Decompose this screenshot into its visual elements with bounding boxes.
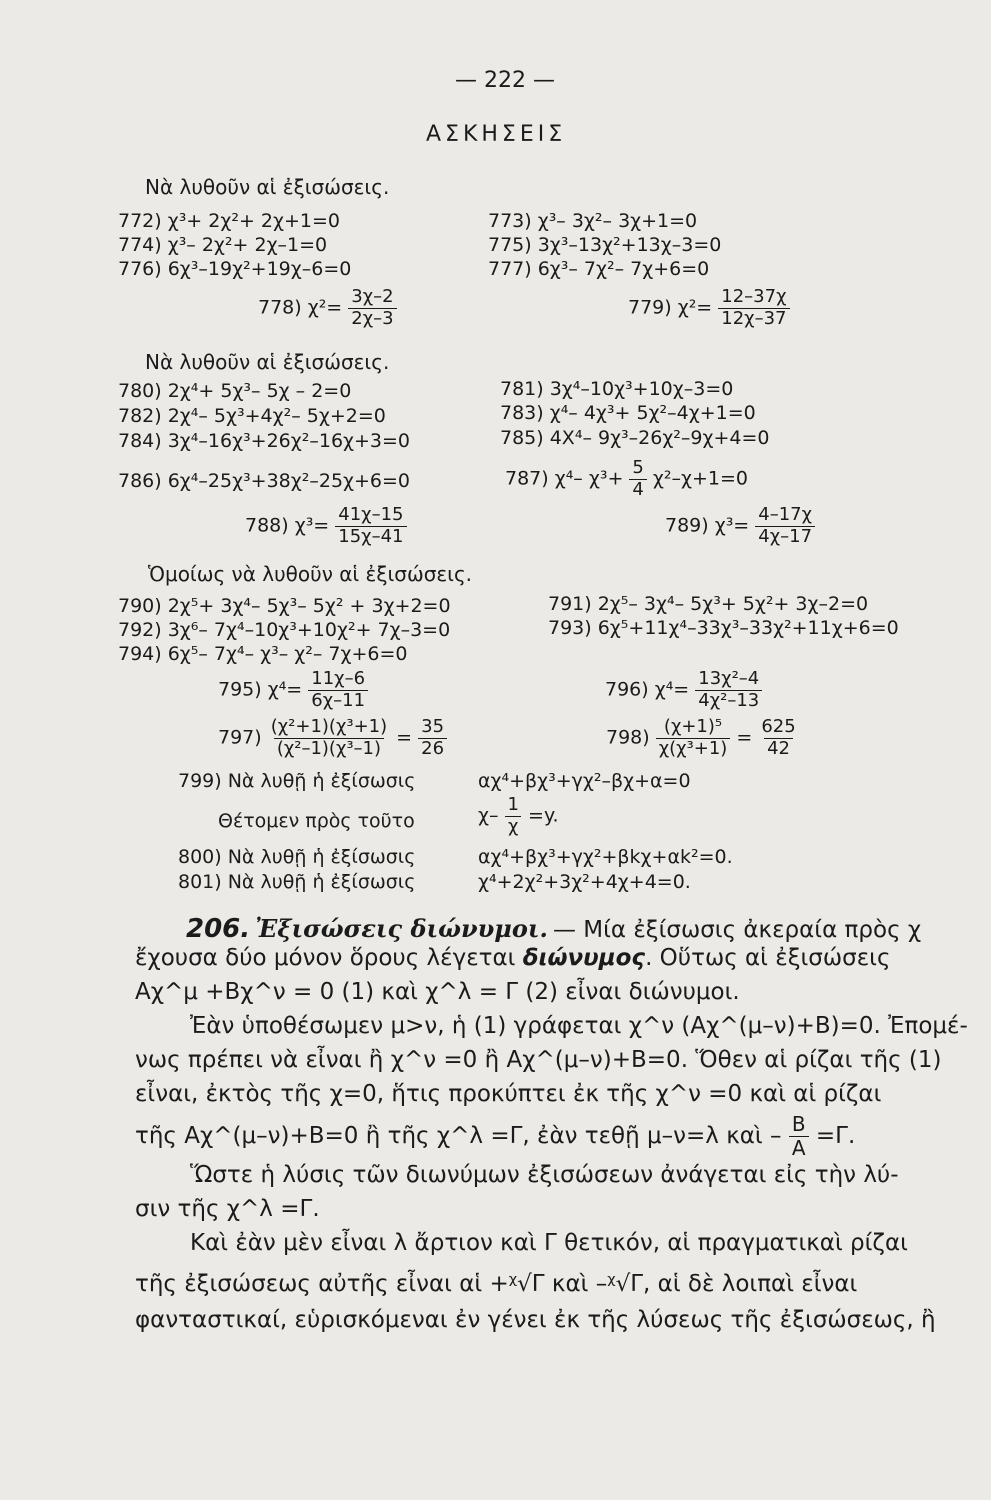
intro-heading-3: Ὁμοίως νὰ λυθοῦν αἱ ἐξισώσεις. bbox=[148, 562, 473, 586]
exercise-779-lhs: 779) χ²= bbox=[628, 296, 713, 319]
exercise-795 bbox=[218, 669, 368, 711]
exercise-795-lhs: 795) χ⁴= bbox=[218, 678, 303, 701]
section-number: 206. bbox=[186, 914, 251, 944]
exercise-789-lhs: 789) χ³= bbox=[665, 514, 750, 537]
fraction-numerator: Β bbox=[791, 1112, 806, 1136]
equals-sign: = bbox=[736, 726, 753, 749]
text-span: . Οὕτως αἱ ἐξισώσεις bbox=[645, 945, 891, 971]
fraction-numerator: 1 bbox=[507, 794, 519, 815]
text-span: ἔχουσα δύο μόνον ὅρους λέγεται bbox=[135, 945, 523, 971]
fraction-numerator: 13χ²–4 bbox=[698, 668, 760, 689]
exercise-799-substitution bbox=[478, 795, 559, 837]
section-text-line: Ὥστε ἡ λύσις τῶν διωνύμων ἐξισώσεων ἀνάγεται εἰς τὴν λύ- bbox=[190, 1162, 899, 1188]
exercise-783: 783) χ⁴– 4χ³+ 5χ²–4χ+1=0 bbox=[500, 402, 756, 424]
exercise-798-rhs-fraction bbox=[758, 717, 798, 759]
exercise-781: 781) 3χ⁴–10χ³+10χ–3=0 bbox=[500, 378, 734, 400]
exercise-801-equation: χ⁴+2χ²+3χ²+4χ+4=0. bbox=[478, 871, 691, 893]
fraction-numerator: 5 bbox=[632, 457, 644, 478]
exercise-797-fraction bbox=[268, 717, 390, 759]
fraction-denominator: 4χ²–13 bbox=[695, 690, 762, 712]
exercise-788 bbox=[245, 505, 407, 547]
section-206-heading bbox=[186, 914, 921, 944]
exercise-774: 774) χ³– 2χ²+ 2χ–1=0 bbox=[118, 234, 328, 256]
exercise-799-equation: αχ⁴+βχ³+γχ²–βχ+α=0 bbox=[478, 770, 691, 792]
section-text-line bbox=[135, 945, 890, 971]
exercise-777: 777) 6χ³– 7χ²– 7χ+6=0 bbox=[488, 258, 710, 280]
intro-heading-2: Νὰ λυθοῦν αἱ ἐξισώσεις. bbox=[145, 350, 390, 374]
section-text-line: φανταστικαί, εὑρισκόμεναι ἐν γένει ἐκ τῆς λύσεως τῆς ἐξισώσεως, ἢ bbox=[135, 1307, 936, 1333]
exercise-787-rest: χ²–χ+1=0 bbox=[652, 467, 749, 490]
exercise-797-label: 797) bbox=[218, 726, 262, 749]
exercise-798 bbox=[606, 717, 799, 759]
exercise-778-fraction bbox=[348, 287, 396, 329]
emphasized-term: διώνυμος bbox=[522, 945, 646, 971]
text-span: =Γ. bbox=[815, 1123, 856, 1149]
exercise-789 bbox=[665, 505, 815, 547]
exercise-801-label: 801) Νὰ λυθῇ ἡ ἐξίσωσις bbox=[178, 871, 416, 893]
exercise-796 bbox=[605, 669, 762, 711]
fraction-numerator: 41χ–15 bbox=[338, 504, 404, 525]
page-number: — 222 — bbox=[455, 68, 555, 93]
exercise-780: 780) 2χ⁴+ 5χ³– 5χ – 2=0 bbox=[118, 380, 352, 402]
exercise-790: 790) 2χ⁵+ 3χ⁴– 5χ³– 5χ² + 3χ+2=0 bbox=[118, 595, 451, 617]
section-text-line: Ἐὰν ὑποθέσωμεν μ>ν, ἡ (1) γράφεται χ^ν (Αχ^(μ–ν)+Β)=0. Ἐπομέ- bbox=[190, 1013, 968, 1039]
exercise-784: 784) 3χ⁴–16χ³+26χ²–16χ+3=0 bbox=[118, 430, 411, 452]
exercise-779 bbox=[628, 287, 790, 329]
b-over-a-fraction bbox=[789, 1113, 809, 1160]
exercise-775: 775) 3χ³–13χ²+13χ–3=0 bbox=[488, 234, 722, 256]
fraction-numerator: 625 bbox=[761, 716, 796, 737]
text-span: τῆς Αχ^(μ–ν)+Β=0 ἢ τῆς χ^λ =Γ, ἐὰν τεθῇ μ–ν=λ καὶ – bbox=[135, 1123, 782, 1149]
section-text-line: Αχ^μ +Βχ^ν = 0 (1) καὶ χ^λ = Γ (2) εἶναι διώνυμοι. bbox=[135, 979, 740, 1005]
exercise-798-label: 798) bbox=[606, 726, 650, 749]
fraction-denominator: 26 bbox=[418, 738, 447, 760]
fraction-numerator: 35 bbox=[421, 716, 445, 737]
page-title: ΑΣΚΗΣΕΙΣ bbox=[426, 122, 567, 147]
exercise-782: 782) 2χ⁴– 5χ³+4χ²– 5χ+2=0 bbox=[118, 405, 386, 427]
exercise-788-lhs: 788) χ³= bbox=[245, 514, 330, 537]
fraction-numerator: 3χ–2 bbox=[351, 286, 394, 307]
exercise-779-fraction bbox=[718, 287, 789, 329]
exercise-778 bbox=[258, 287, 397, 329]
exercise-798-fraction bbox=[656, 717, 731, 759]
substitution-fraction bbox=[505, 795, 522, 837]
fraction-denominator: χ(χ³+1) bbox=[656, 738, 731, 760]
exercise-792: 792) 3χ⁶– 7χ⁴–10χ³+10χ²+ 7χ–3=0 bbox=[118, 619, 451, 641]
fraction-denominator: Α bbox=[789, 1136, 809, 1160]
exercise-772: 772) χ³+ 2χ²+ 2χ+1=0 bbox=[118, 210, 340, 232]
exercise-793: 793) 6χ⁵+11χ⁴–33χ³–33χ²+11χ+6=0 bbox=[548, 617, 899, 639]
section-text-line: νως πρέπει νὰ εἶναι ἢ χ^ν =0 ἢ Αχ^(μ–ν)+Β=0. Ὅθεν αἱ ρίζαι τῆς (1) bbox=[135, 1047, 942, 1073]
exercise-785: 785) 4Χ⁴– 9χ³–26χ²–9χ+4=0 bbox=[500, 427, 770, 449]
fraction-denominator: 4χ–17 bbox=[755, 526, 815, 548]
exercise-788-fraction bbox=[335, 505, 406, 547]
fraction-denominator: 4 bbox=[629, 479, 646, 501]
exercise-797 bbox=[218, 717, 447, 759]
exercise-773: 773) χ³– 3χ²– 3χ+1=0 bbox=[488, 210, 698, 232]
exercise-778-lhs: 778) χ²= bbox=[258, 296, 343, 319]
exercise-795-fraction bbox=[308, 669, 368, 711]
exercise-789-fraction bbox=[755, 505, 815, 547]
exercise-787 bbox=[505, 458, 748, 500]
fraction-denominator: χ bbox=[505, 816, 521, 838]
section-text-line: εἶναι, ἐκτὸς τῆς χ=0, ἥτις προκύπτει ἐκ τῆς χ^ν =0 καὶ αἱ ρίζαι bbox=[135, 1081, 882, 1107]
intro-heading-1: Νὰ λυθοῦν αἱ ἐξισώσεις. bbox=[145, 175, 390, 199]
fraction-denominator: 42 bbox=[764, 738, 793, 760]
exercise-799-label: 799) Νὰ λυθῇ ἡ ἐξίσωσις bbox=[178, 770, 416, 792]
exercise-786: 786) 6χ⁴–25χ³+38χ²–25χ+6=0 bbox=[118, 470, 411, 492]
exercise-776: 776) 6χ³–19χ²+19χ–6=0 bbox=[118, 258, 352, 280]
exercise-796-fraction bbox=[695, 669, 762, 711]
fraction-numerator: 11χ–6 bbox=[311, 668, 366, 689]
exercise-797-rhs-fraction bbox=[418, 717, 447, 759]
exercise-800-equation: αχ⁴+βχ³+γχ²+βkχ+αk²=0. bbox=[478, 846, 733, 868]
substitution-lhs: χ– bbox=[478, 804, 499, 827]
fraction-numerator: (χ²+1)(χ³+1) bbox=[270, 716, 388, 737]
exercise-800-label: 800) Νὰ λυθῇ ἡ ἐξίσωσις bbox=[178, 846, 416, 868]
exercise-799-hint: Θέτομεν πρὸς τοῦτο bbox=[218, 810, 415, 832]
exercise-796-lhs: 796) χ⁴= bbox=[605, 678, 690, 701]
substitution-rhs: =y. bbox=[528, 804, 559, 827]
fraction-denominator: (χ²–1)(χ³–1) bbox=[274, 738, 384, 760]
fraction-denominator: 2χ–3 bbox=[348, 308, 396, 330]
equals-sign: = bbox=[396, 726, 413, 749]
section-text-line: Καὶ ἐὰν μὲν εἶναι λ ἄρτιον καὶ Γ θετικόν, αἱ πραγματικαὶ ρίζαι bbox=[190, 1230, 908, 1256]
exercise-787-fraction bbox=[629, 458, 646, 500]
fraction-denominator: 15χ–41 bbox=[335, 526, 406, 548]
exercise-794: 794) 6χ⁵– 7χ⁴– χ³– χ²– 7χ+6=0 bbox=[118, 643, 408, 665]
section-text-line: σιν τῆς χ^λ =Γ. bbox=[135, 1196, 320, 1222]
exercise-787-lhs: 787) χ⁴– χ³+ bbox=[505, 467, 624, 490]
section-text-line: τῆς ἐξισώσεως αὐτῆς εἶναι αἱ +ᵡ√Γ καὶ –ᵡ√Γ, αἱ δὲ λοιπαὶ εἶναι bbox=[135, 1271, 858, 1297]
fraction-denominator: 12χ–37 bbox=[718, 308, 789, 330]
section-text-line: — Μία ἐξίσωσις ἀκεραία πρὸς χ bbox=[552, 917, 922, 943]
fraction-numerator: 4–17χ bbox=[758, 504, 813, 525]
fraction-numerator: 12–37χ bbox=[721, 286, 787, 307]
fraction-denominator: 6χ–11 bbox=[308, 690, 368, 712]
section-title: Ἐξισώσεις διώνυμοι. bbox=[255, 914, 548, 943]
fraction-numerator: (χ+1)⁵ bbox=[663, 716, 723, 737]
exercise-791: 791) 2χ⁵– 3χ⁴– 5χ³+ 5χ²+ 3χ–2=0 bbox=[548, 593, 869, 615]
section-text-line bbox=[135, 1113, 855, 1160]
